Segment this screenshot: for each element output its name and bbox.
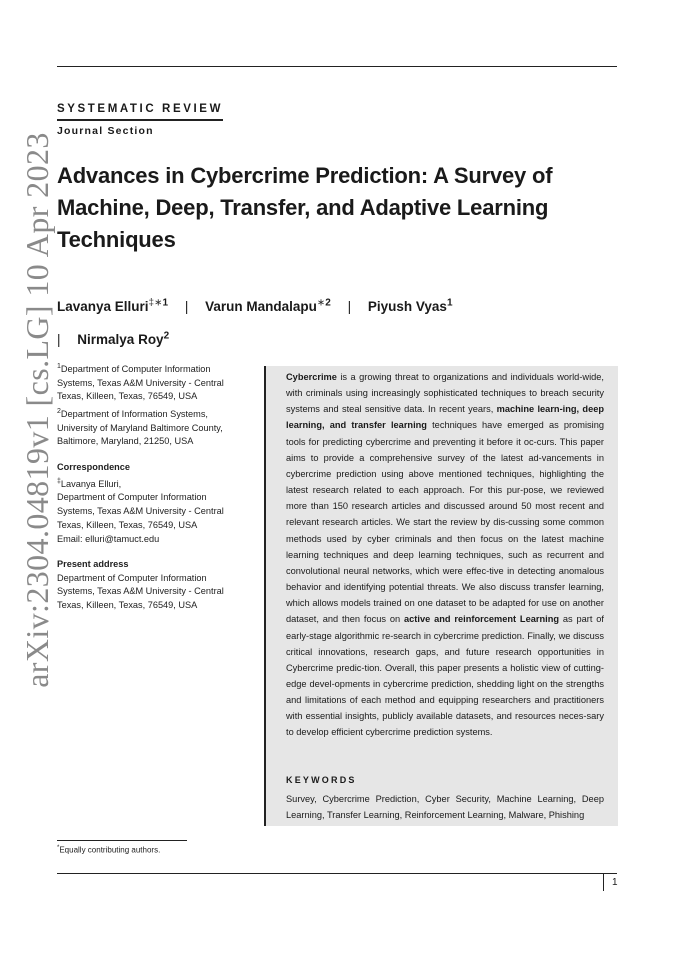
correspondence-name-line bbox=[57, 475, 247, 492]
abstract-segment: as part of early-stage algorithmic re-search in cybercrime prediction. Finally, we discuss critical innovations, research gaps, and future research opportunities in Cybercrime predic-tion. Overall, this paper presents a holistic view of cutting-edge devel-opments in cybercrime prediction, shedding light on the strengths and limitations of each method and equipping researchers and practitioners with essential insights, publicly available datasets, and resources neces-sary to develop efficient cybercrime prediction systems. bbox=[286, 614, 604, 738]
affiliation-number: 2 bbox=[57, 408, 61, 415]
correspondence-heading: Correspondence bbox=[57, 462, 131, 472]
author-marks: ‡∗ bbox=[148, 297, 163, 308]
section-type: SYSTEMATIC REVIEW bbox=[57, 103, 224, 115]
page-number: 1 bbox=[612, 877, 618, 888]
present-address bbox=[57, 558, 247, 613]
author-3 bbox=[368, 299, 453, 314]
footnote-text: Equally contributing authors. bbox=[59, 845, 161, 855]
correspondence-email: Email: elluri@tamuct.edu bbox=[57, 533, 160, 544]
present-address-line: Department of Computer Information bbox=[57, 572, 207, 583]
abstract-segment: machine learn-ing, deep learning, and transfer learning bbox=[286, 404, 605, 431]
page-number-bar bbox=[603, 873, 604, 891]
correspondence-line: Texas, Killeen, Texas, 76549, USA bbox=[57, 519, 198, 530]
author-separator: | bbox=[184, 298, 189, 314]
author-affiliation-number: 1 bbox=[446, 297, 453, 308]
present-address-heading: Present address bbox=[57, 559, 129, 569]
author-list bbox=[57, 288, 617, 355]
present-address-line: Texas, Killeen, Texas, 76549, USA bbox=[57, 600, 198, 611]
author-1 bbox=[57, 299, 168, 314]
author-separator: | bbox=[347, 298, 352, 314]
abstract-segment: is a growing threat to organizations and individuals world-wide, with criminals using increasingly sophisticated techniques to breach security systems and steal sensitive data. In recent years, bbox=[286, 372, 604, 415]
author-affiliation-number: 2 bbox=[163, 330, 170, 342]
correspondence-line: Department of Computer Information bbox=[57, 492, 207, 503]
abstract-segment: active and reinforcement Learning bbox=[404, 614, 559, 625]
author-4 bbox=[77, 332, 169, 347]
author-name: Varun Mandalapu bbox=[205, 298, 317, 314]
journal-section: Journal Section bbox=[57, 125, 154, 137]
abstract bbox=[286, 369, 604, 741]
section-underline bbox=[57, 119, 223, 121]
arxiv-stamp: arXiv:2304.04819v1 [cs.LG] 10 Apr 2023 bbox=[19, 132, 55, 688]
keywords-heading: KEYWORDS bbox=[286, 775, 357, 785]
author-marks: ∗ bbox=[316, 297, 326, 308]
abstract-segment: techniques have emerged as promising tools for predicting cybercrime and preventing it before it oc-curs. This paper aims to provide a comprehensive survey of the latest ad-vancements in cybercrime prediction using above mentioned techniques, highlighting the latest research related to each approach. For this pur-pose, we reviewed more than 150 research articles and discussed around 50 most recent and relevant research articles. We start the review by dis-cussing some common methods used by cyber criminals and then focus on the latest machine learning techniques and deep learning techniques, such as recurrent and convolutional neural networks, which were effec-tive in detecting anomalous behavior and identifying potential threats. We also discuss transfer learning, which allows models trained on one dataset to be adapted for use on another dataset, and then focus on bbox=[286, 420, 604, 625]
correspondence-line: Systems, Texas A&M University - Central bbox=[57, 506, 224, 517]
present-address-line: Systems, Texas A&M University - Central bbox=[57, 586, 224, 597]
paper-title: Advances in Cybercrime Prediction: A Survey of Machine, Deep, Transfer, and Adaptive Learning Techniques bbox=[57, 163, 553, 252]
keywords-text: Survey, Cybercrime Prediction, Cyber Security, Machine Learning, Deep Learning, Transfer Learning, Reinforcement Learning, Malware, Phishing bbox=[286, 794, 604, 820]
correspondence-name: Lavanya Elluri, bbox=[60, 478, 122, 489]
correspondence-mark: ‡ bbox=[57, 477, 61, 485]
correspondence bbox=[57, 461, 247, 546]
author-name: Nirmalya Roy bbox=[77, 332, 164, 347]
author-affiliation-number: 1 bbox=[162, 297, 169, 308]
abstract-segment: Cybercrime bbox=[286, 372, 337, 382]
footnote bbox=[57, 845, 160, 855]
author-name: Piyush Vyas bbox=[367, 298, 447, 314]
bottom-rule bbox=[57, 873, 617, 874]
footnote-mark: * bbox=[57, 845, 60, 851]
footnote-rule bbox=[57, 840, 187, 841]
affiliation-2 bbox=[57, 405, 247, 449]
author-affiliation-number: 2 bbox=[325, 297, 331, 308]
author-separator: | bbox=[57, 332, 61, 347]
author-name: Lavanya Elluri bbox=[57, 298, 149, 314]
affiliation-1 bbox=[57, 360, 247, 404]
author-2 bbox=[205, 299, 331, 314]
affiliation-text: Department of Information Systems, University of Maryland Baltimore County, Baltimore, Maryland, 21250, USA bbox=[57, 409, 223, 447]
top-rule bbox=[57, 66, 617, 67]
affiliation-text: Department of Computer Information Systems, Texas A&M University - Central Texas, Killeen, Texas, 76549, USA bbox=[57, 364, 224, 402]
affiliation-number: 1 bbox=[57, 363, 61, 370]
